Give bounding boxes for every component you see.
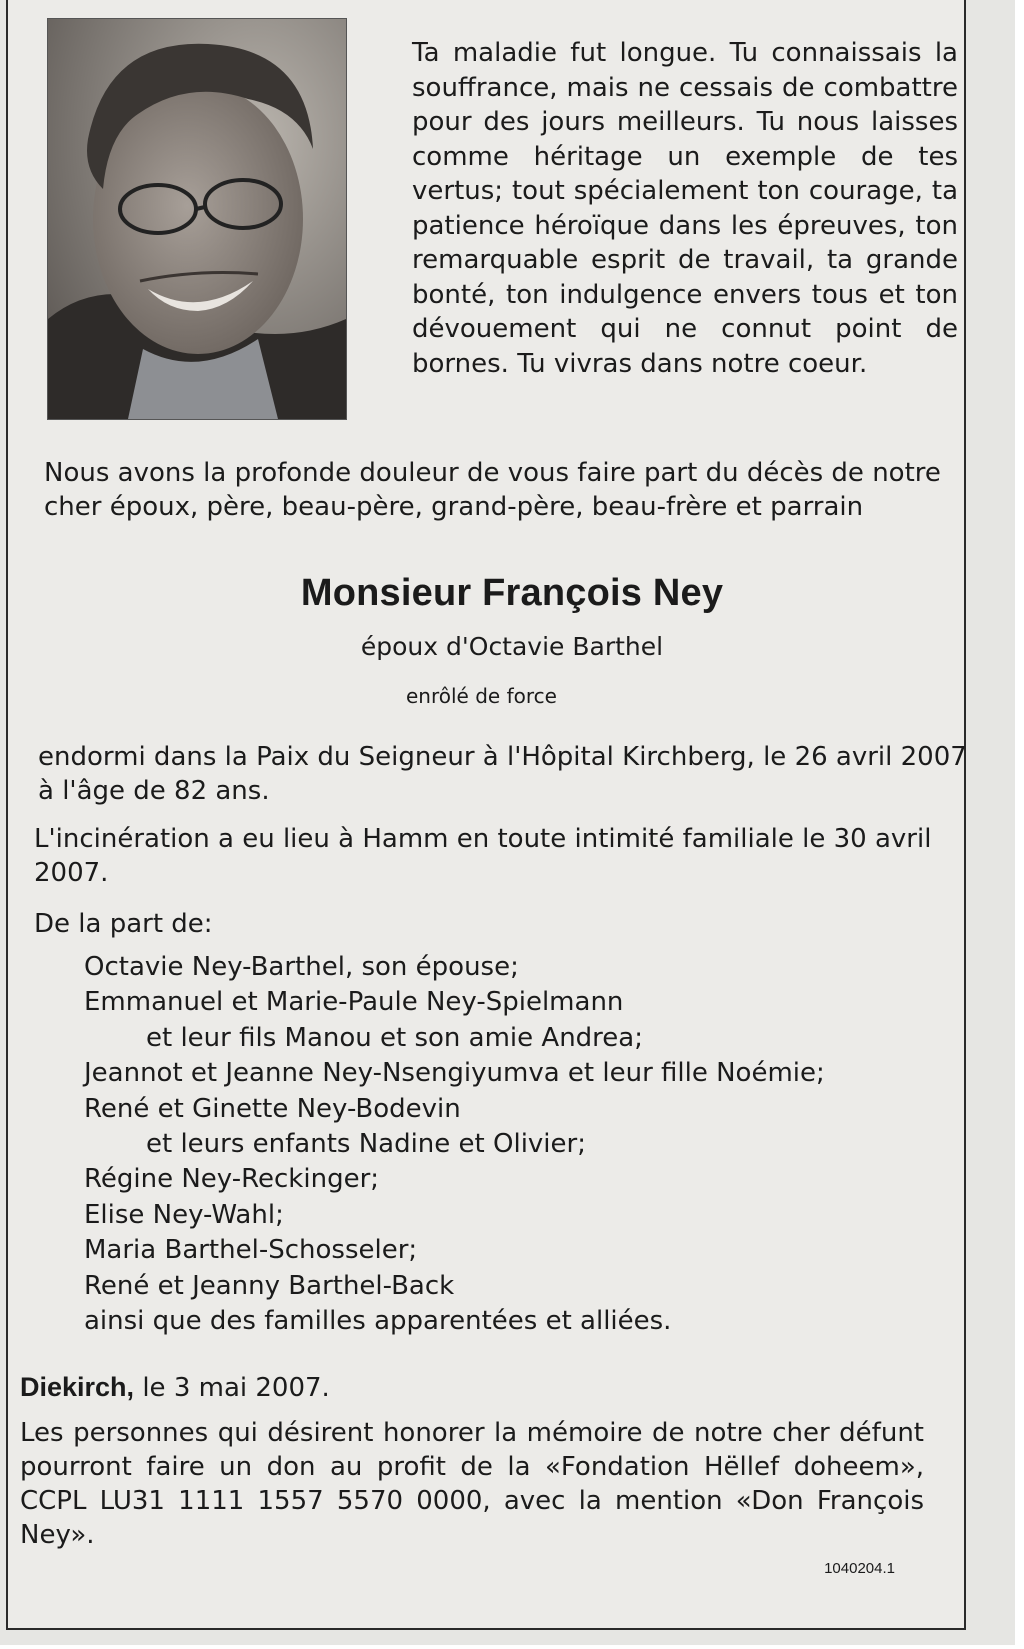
place: Diekirch,	[20, 1372, 135, 1402]
family-member: et leurs enfants Nadine et Olivier;	[146, 1129, 586, 1160]
deceased-role: enrôlé de force	[406, 684, 557, 708]
family-member: René et Ginette Ney-Bodevin	[84, 1093, 461, 1124]
family-member: Jeannot et Jeanne Ney-Nsengiyumva et leur fille Noémie;	[84, 1058, 825, 1089]
date: le 3 mai 2007.	[142, 1373, 330, 1403]
family-member: Régine Ney-Reckinger;	[84, 1164, 380, 1195]
family-member: et leur fils Manou et son amie Andrea;	[146, 1022, 643, 1053]
death-notice: endormi dans la Paix du Seigneur à l'Hôpital Kirchberg, le 26 avril 2007 à l'âge de 82 ans.	[38, 742, 967, 806]
family-member: Elise Ney-Wahl;	[84, 1199, 284, 1230]
family-list	[84, 950, 984, 1339]
announcement-intro: Nous avons la profonde douleur de vous faire part du décès de notre cher époux, père, beau-père, grand-père, beau-frère et parrain	[44, 458, 941, 522]
reference-number: 1040204.1	[824, 1560, 895, 1577]
place-and-date	[20, 1370, 330, 1405]
memorial-verse: Ta maladie fut longue. Tu connaissais la souffrance, mais ne cessais de combattre pour des jours meilleurs. Tu nous laisses comme héritage un exemple de tes vertus; tout spécialement ton courage, ta patience héroïque dans les épreuves, ton remarquable esprit de travail, ta grande bonté, ton indulgence envers tous et ton dévouement qui ne connut point de bornes. Tu vivras dans notre coeur.	[412, 38, 958, 379]
family-member: Emmanuel et Marie-Paule Ney-Spielmann	[84, 987, 624, 1018]
family-title: De la part de:	[34, 909, 213, 939]
family-member: ainsi que des familles apparentées et alliées.	[84, 1306, 672, 1337]
deceased-spouse: époux d'Octavie Barthel	[360, 632, 664, 661]
donation-notice: Les personnes qui désirent honorer la mémoire de notre cher défunt pourront faire un don au profit de la «Fondation Hëllef doheem», CCPL LU31 1111 1557 5570 0000, avec la mention «Don François Ney».	[20, 1418, 924, 1550]
family-member: Maria Barthel-Schosseler;	[84, 1235, 418, 1266]
cremation-notice: L'incinération a eu lieu à Hamm en toute intimité familiale le 30 avril 2007.	[34, 824, 932, 888]
deceased-name: Monsieur François Ney	[300, 572, 724, 614]
family-member: René et Jeanny Barthel-Back	[84, 1270, 455, 1301]
portrait-illustration	[48, 19, 346, 419]
portrait-photo	[47, 18, 347, 420]
family-member: Octavie Ney-Barthel, son épouse;	[84, 952, 519, 982]
